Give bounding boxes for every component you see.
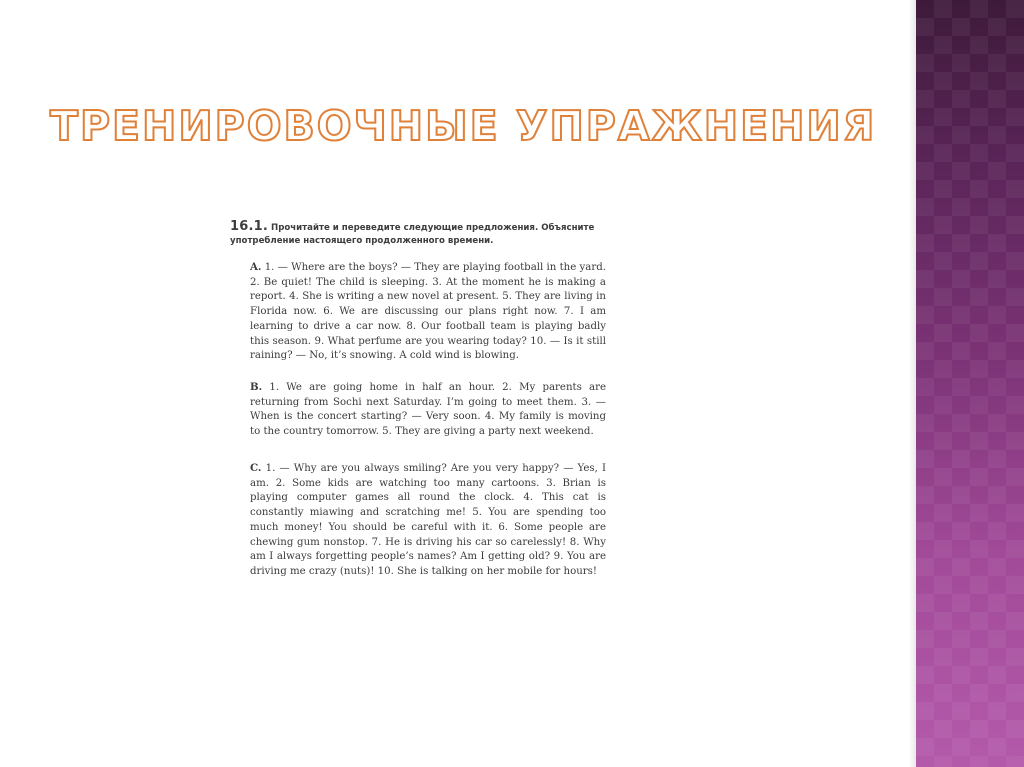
- part-label: C.: [250, 462, 262, 474]
- exercise-part-a: [250, 260, 606, 364]
- exercise-part-b: [250, 380, 606, 440]
- part-text: 1. — Where are the boys? — They are playing football in the yard. 2. Be quiet! The child is sleeping. 3. At the moment he is making a report. 4. She is writing a new novel at present. 5. They are living in Florida now. 6. We are discussing our plans right now. 7. I am learning to drive a car now. 8. Our football team is playing badly this season. 9. What perfume are you wearing today? 10. — Is it still raining? — No, it’s snowing. A cold wind is blowing.: [250, 262, 606, 362]
- exercise-part-c: [250, 461, 606, 580]
- part-text: 1. We are going home in half an hour. 2. My parents are returning from Sochi next Saturday. I’m going to meet them. 3. — When is the concert starting? — Very soon. 4. My family is moving to the country tomorrow. 5. They are giving a party next weekend.: [250, 382, 607, 438]
- exercise-number: 16.1.: [230, 219, 269, 234]
- exercise-header: [230, 220, 610, 248]
- part-label: A.: [250, 261, 262, 273]
- exercise-instruction: Прочитайте и переведите следующие предложения. Объясните употребление настоящего продолженного времени.: [230, 223, 595, 246]
- decorative-side-band: [916, 0, 1024, 767]
- part-label: B.: [250, 381, 263, 393]
- part-text: 1. — Why are you always smiling? Are you very happy? — Yes, I am. 2. Some kids are watching too many cartoons. 3. Brian is playing computer games all round the clock. 4. This cat is constantly miawing and scratching me! 5. You are spending too much money! You should be careful with it. 6. Some people are chewing gum nonstop. 7. He is driving his car so carelessly! 8. Why am I always forgetting people’s names? Am I getting old? 9. You are driving me crazy (nuts)! 10. She is talking on her mobile for hours!: [250, 463, 606, 577]
- slide-title: ТРЕНИРОВОЧНЫЕ УПРАЖНЕНИЯ: [50, 102, 877, 150]
- textbook-excerpt: [230, 220, 610, 600]
